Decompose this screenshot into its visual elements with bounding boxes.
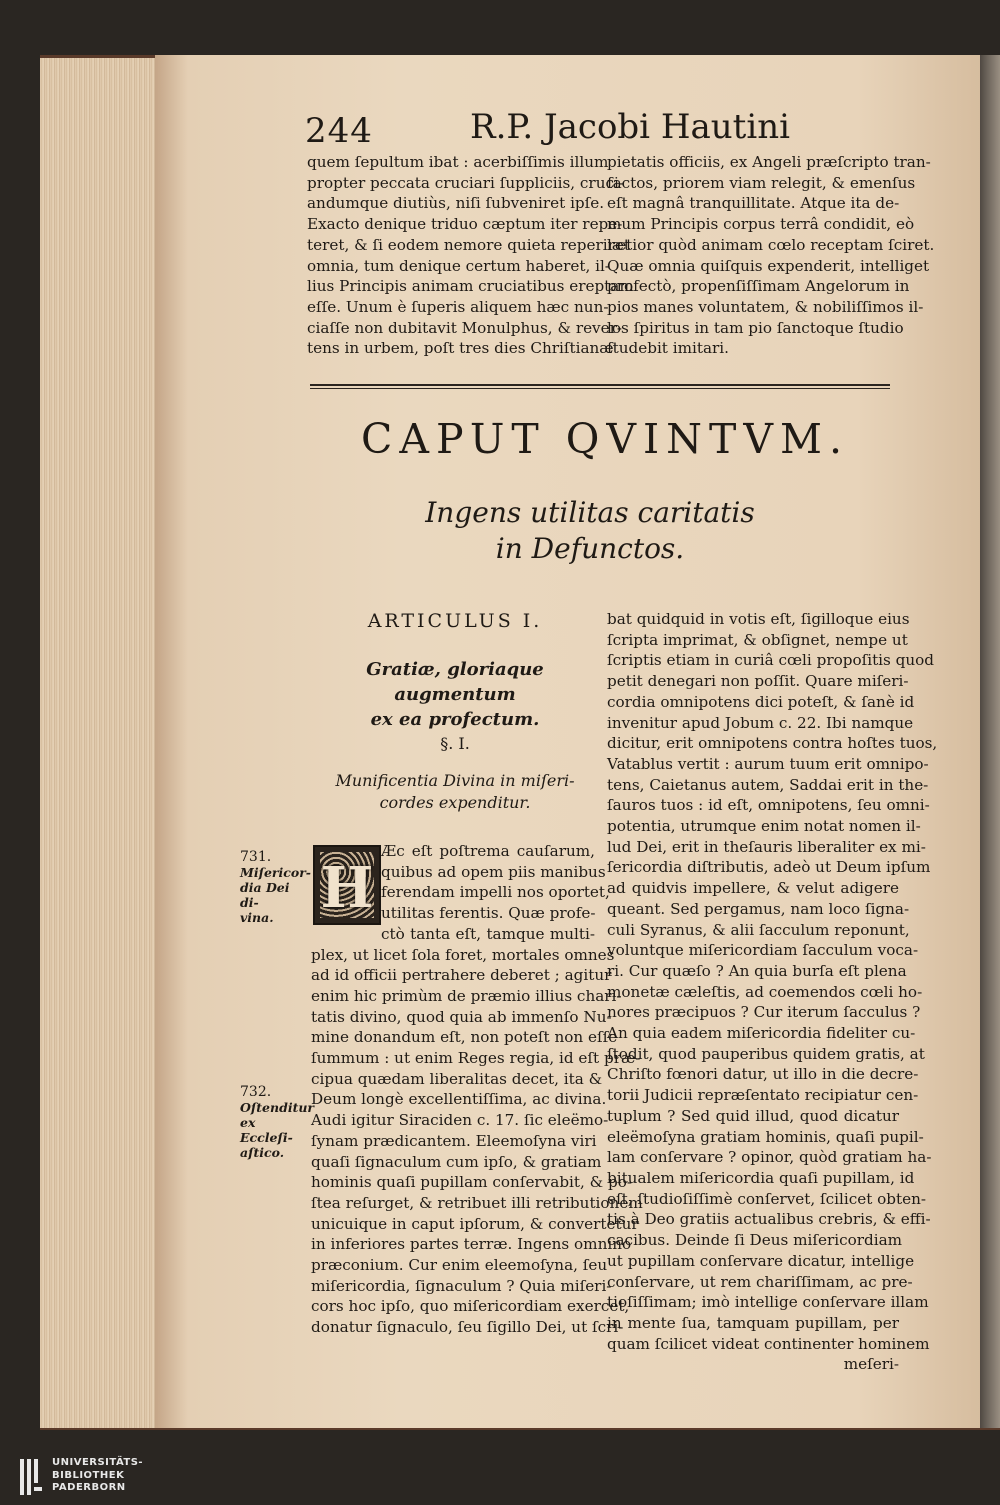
text-line: ad quidvis impellere, & velut adigere bbox=[607, 879, 899, 898]
text-line: ſynam prædicantem. Eleemoſyna viri bbox=[311, 1131, 597, 1150]
text-line: Chriſto fœnori datur, ut illo in die decre- bbox=[607, 1065, 919, 1084]
top-right-column bbox=[607, 152, 935, 359]
text-line: ri. Cur quæſo ? An quia burſa eſt plena bbox=[607, 961, 907, 980]
margin-note-line: dia Dei di- bbox=[240, 880, 290, 910]
section-title-line: Munificentia Divina in miſeri- bbox=[335, 771, 575, 790]
margin-note-line: ex Eccleſi- bbox=[240, 1115, 293, 1145]
text-line: omnia, tum denique certum haberet, il- bbox=[307, 256, 610, 275]
text-line: Vatablus vertit : aurum tuum erit omnipo- bbox=[607, 754, 929, 773]
text-line: ciaſſe non dubitavit Monulphus, & rever- bbox=[307, 318, 623, 337]
section-mark: §. I. bbox=[440, 734, 470, 753]
text-line: profectò, propenſiſſimam Angelorum in bbox=[607, 277, 910, 296]
top-left-column bbox=[307, 152, 634, 359]
text-line: Quæ omnia quiſquis expenderit, intelliget bbox=[607, 256, 930, 275]
margin-note-number: 731. bbox=[240, 849, 272, 865]
body-right-column bbox=[607, 609, 938, 1375]
book-page bbox=[155, 55, 980, 1428]
text-line: propter peccata cruciari ſuppliciis, cruci- bbox=[307, 173, 624, 192]
text-line: cors hoc ipſo, quo miſericordiam exercet, bbox=[311, 1297, 630, 1316]
text-line: miſericordia, ſignaculum ? Quia miſeri- bbox=[311, 1276, 612, 1295]
text-line: tens, Caietanus autem, Saddai erit in the- bbox=[607, 775, 929, 794]
text-line: ut pupillam conſervare dicatur, intellige bbox=[607, 1251, 915, 1270]
text-line: meſeri- bbox=[843, 1355, 899, 1374]
text-line: culi Syranus, & alii ſacculum reponunt, bbox=[607, 920, 910, 939]
library-logo bbox=[18, 1455, 144, 1500]
margin-note-line: aſtico. bbox=[240, 1145, 285, 1160]
text-line: in inferiores partes terræ. Ingens omnino bbox=[311, 1235, 632, 1254]
dropcap-letter: H bbox=[320, 855, 374, 921]
body-left-column bbox=[311, 841, 643, 1338]
text-line: nores præcipuos ? Cur iterum ſacculus ? bbox=[607, 1003, 921, 1022]
text-line: monetæ cæleſtis, ad coemendos cœli ho- bbox=[607, 982, 923, 1001]
text-line: in mente ſua, tamquam pupillam, per bbox=[607, 1313, 899, 1332]
text-line: ſactos, priorem viam relegit, & emenſus bbox=[607, 173, 916, 192]
text-line: ſauros tuos : id eſt, omnipotens, ſeu omni- bbox=[607, 796, 930, 815]
text-line: ſtudebit imitari. bbox=[607, 339, 729, 358]
text-line: tuplum ? Sed quid illud, quod dicatur bbox=[607, 1106, 899, 1125]
text-line: ctò tanta eſt, tamque multi- bbox=[381, 924, 595, 943]
section-divider-rule bbox=[310, 384, 890, 389]
margin-note-line: vina. bbox=[240, 910, 274, 925]
chapter-subtitle bbox=[405, 495, 775, 567]
text-line: eſſe. Unum è ſuperis aliquem hæc nun- bbox=[307, 297, 609, 316]
text-line: utilitas ferentis. Quæ profe- bbox=[381, 904, 596, 923]
text-line: mum Principis corpus terrâ condidit, eò bbox=[607, 215, 915, 234]
margin-note-line: Oſtenditur bbox=[240, 1100, 315, 1115]
text-line: quam ſcilicet videat continenter hominem bbox=[607, 1334, 930, 1353]
text-line: voluntque miſericordiam ſacculum voca- bbox=[607, 941, 919, 960]
text-line: ferendam impelli nos oportet, bbox=[381, 883, 610, 902]
text-line: eleëmoſyna gratiam hominis, quaſi pupil- bbox=[607, 1127, 924, 1146]
text-line: Exacto denique triduo cæptum iter repe- bbox=[307, 215, 623, 234]
text-line: ſericordia diſtributis, adeò ut Deum ipſum bbox=[607, 858, 931, 877]
text-line: ad id officii pertrahere deberet ; agitur bbox=[311, 966, 612, 985]
text-line: Audi igitur Siraciden c. 17. ſic eleëmo- bbox=[311, 1111, 609, 1130]
text-line: lius Principis animam cruciatibus ereptam bbox=[307, 277, 634, 296]
text-line: ſcripta imprimat, & obſignet, nempe ut bbox=[607, 630, 908, 649]
logo-line: UNIVERSITÄTS- bbox=[52, 1457, 144, 1468]
text-line: queant. Sed pergamus, nam loco ſigna- bbox=[607, 899, 910, 918]
text-line: andumque diutiùs, niſi ſubveniret ipſe. bbox=[307, 194, 605, 213]
text-line: torii Judicii repræſentato recipiatur cen- bbox=[607, 1086, 919, 1105]
logo-line: PADERBORN bbox=[52, 1482, 126, 1493]
library-logo-icon bbox=[18, 1457, 44, 1497]
text-line: eſt magnâ tranquillitate. Atque ita de- bbox=[607, 194, 900, 213]
chapter-title: CAPUT QVINTVM. bbox=[360, 415, 850, 463]
text-line: invenitur apud Jobum c. 22. Ibi namque bbox=[607, 713, 914, 732]
text-line: pietatis officiis, ex Angeli præſcripto tran- bbox=[607, 153, 931, 171]
text-line: conſervare, ut rem chariſſimam, ac pre- bbox=[607, 1272, 913, 1291]
text-line: quem ſepultum ibat : acerbiſſimis illum bbox=[307, 153, 609, 171]
text-line: tioſiſſimam; imò intellige conſervare illam bbox=[607, 1293, 929, 1312]
text-line: bitualem miſericordia quaſi pupillam, id bbox=[607, 1168, 915, 1187]
text-line: cipua quædam liberalitas decet, ita & bbox=[311, 1069, 603, 1088]
text-line: los ſpiritus in tam pio ſanctoque ſtudio bbox=[607, 318, 904, 337]
text-line: Deum longè excellentiſſima, ac divina. bbox=[311, 1090, 607, 1109]
text-line: tis à Deo gratiis actualibus crebris, & effi- bbox=[607, 1210, 931, 1229]
text-line: lætior quòd animam cœlo receptam ſciret. bbox=[607, 235, 935, 254]
text-line: dicitur, erit omnipotens contra hoſtes tuos, bbox=[607, 734, 938, 753]
text-line: præconium. Cur enim eleemoſyna, ſeu bbox=[311, 1256, 608, 1275]
margin-note-731 bbox=[240, 849, 311, 925]
text-line: cordia omnipotens dici poteſt, & ſanè id bbox=[607, 692, 915, 711]
article-heading: ARTICULUS I. bbox=[367, 610, 543, 632]
section-title-line: cordes expenditur. bbox=[379, 793, 531, 812]
text-line: ſcriptis etiam in curiâ cœli propoſitis quod bbox=[607, 651, 935, 670]
text-line: Æc eſt poſtrema cauſarum, bbox=[381, 842, 595, 860]
text-line: quaſi ſignaculum cum ipſo, & gratiam bbox=[311, 1152, 602, 1171]
chapter-subtitle-line: Ingens utilitas caritatis bbox=[425, 496, 755, 529]
text-line: hominis quaſi pupillam conſervabit, & po- bbox=[311, 1173, 633, 1192]
text-line: eſt, ſtudioſiſſimè conſervet, ſcilicet obten- bbox=[607, 1189, 927, 1208]
text-line: tatis divino, quod quia ab immenſo Nu- bbox=[311, 1007, 612, 1026]
text-line: cacibus. Deinde ſi Deus miſericordiam bbox=[607, 1231, 903, 1250]
text-line: unicuique in caput ipſorum, & convertetur bbox=[311, 1214, 639, 1233]
text-line: lam conſervare ? opinor, quòd gratiam ha- bbox=[607, 1148, 932, 1167]
margin-note-732 bbox=[240, 1084, 315, 1160]
text-line: quibus ad opem piis manibus bbox=[381, 862, 606, 881]
text-line: ſtea reſurget, & retribuet illi retributionem bbox=[311, 1193, 643, 1212]
text-line: ſtodit, quod pauperibus quidem gratis, at bbox=[607, 1044, 925, 1063]
logo-line: BIBLIOTHEK bbox=[52, 1469, 125, 1481]
text-line: enim hic primùm de præmio illius chari- bbox=[311, 986, 622, 1005]
text-line: pios manes voluntatem, & nobiliſſimos il- bbox=[607, 297, 924, 316]
article-title-line: Gratiæ, gloriaque augmentum bbox=[366, 659, 544, 705]
text-line: An quia eadem miſericordia fideliter cu- bbox=[607, 1024, 916, 1043]
margin-note-number: 732. bbox=[240, 1084, 272, 1100]
article-title-line: ex ea profectum. bbox=[370, 709, 540, 730]
chapter-subtitle-line: in Defunctos. bbox=[495, 532, 685, 565]
page-number: 244 bbox=[305, 111, 373, 151]
text-line: ſummum : ut enim Reges regia, id eſt præ- bbox=[311, 1049, 641, 1068]
text-line: tens in urbem, poſt tres dies Chriſtianæ bbox=[307, 339, 614, 358]
text-line: petit denegari non poſſit. Quare miſeri- bbox=[607, 672, 909, 691]
text-line: teret, & ſi eodem nemore quieta reperiret bbox=[307, 235, 630, 254]
text-line: bat quidquid in votis eſt, ſigilloque eius bbox=[607, 610, 910, 628]
library-logo-text bbox=[52, 1457, 143, 1495]
section-title bbox=[315, 770, 595, 814]
running-head: R.P. Jacobi Hautini bbox=[470, 107, 790, 147]
article-title bbox=[305, 657, 605, 732]
text-line: plex, ut licet ſola foret, mortales omnes bbox=[311, 945, 615, 964]
text-line: potentia, utrumque enim notat nomen il- bbox=[607, 817, 921, 836]
margin-note-line: Miſericor- bbox=[240, 865, 311, 880]
page-edges bbox=[40, 58, 160, 1428]
text-line: donatur ſignaculo, ſeu ſigillo Dei, ut ſcri- bbox=[311, 1318, 624, 1337]
text-line: lud Dei, erit in theſauris liberaliter ex mi- bbox=[607, 837, 926, 856]
text-line: mine donandum eſt, non poteſt non eſſe bbox=[311, 1028, 618, 1047]
